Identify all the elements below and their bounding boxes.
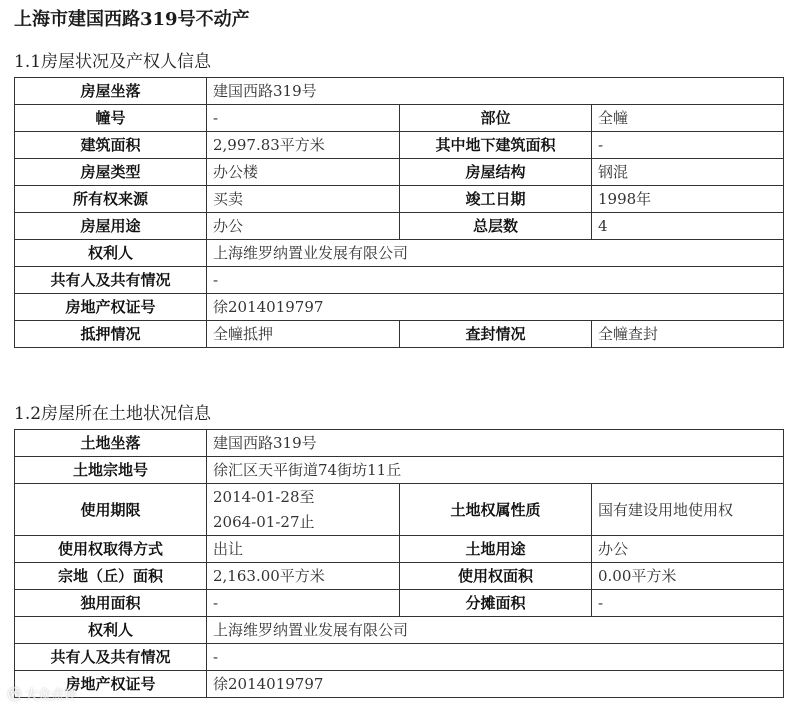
table-row bbox=[15, 213, 784, 240]
label-owner: 权利人 bbox=[15, 240, 207, 267]
value-land-cert-no: 徐2014019797 bbox=[207, 671, 784, 698]
value-building-no: - bbox=[207, 105, 400, 132]
table-row bbox=[15, 644, 784, 671]
label-cert-no: 房地产权证号 bbox=[15, 294, 207, 321]
value-use-right-area: 0.00平方米 bbox=[592, 563, 784, 590]
label-term: 使用期限 bbox=[15, 484, 207, 536]
label-land-co-owner: 共有人及共有情况 bbox=[15, 644, 207, 671]
section-title-house: 1.1房屋状况及产权人信息 bbox=[14, 52, 212, 72]
table-row bbox=[15, 457, 784, 484]
label-co-owner: 共有人及共有情况 bbox=[15, 267, 207, 294]
label-shared-area: 分摊面积 bbox=[400, 590, 592, 617]
value-part: 全幢 bbox=[592, 105, 784, 132]
land-info-table bbox=[14, 429, 784, 698]
value-seizure: 全幢查封 bbox=[592, 321, 784, 348]
value-parcel-area: 2,163.00平方米 bbox=[207, 563, 400, 590]
value-structure: 钢混 bbox=[592, 159, 784, 186]
label-parcel-no: 土地宗地号 bbox=[15, 457, 207, 484]
table-row bbox=[15, 484, 784, 536]
label-house-usage: 房屋用途 bbox=[15, 213, 207, 240]
label-exclusive-area: 独用面积 bbox=[15, 590, 207, 617]
label-underground-area: 其中地下建筑面积 bbox=[400, 132, 592, 159]
label-land-owner: 权利人 bbox=[15, 617, 207, 644]
watermark bbox=[8, 684, 77, 703]
table-row bbox=[15, 294, 784, 321]
label-right-nature: 土地权属性质 bbox=[400, 484, 592, 536]
value-land-use: 办公 bbox=[592, 536, 784, 563]
value-total-floors: 4 bbox=[592, 213, 784, 240]
label-house-type: 房屋类型 bbox=[15, 159, 207, 186]
table-row bbox=[15, 105, 784, 132]
value-land-co-owner: - bbox=[207, 644, 784, 671]
label-house-location: 房屋坐落 bbox=[15, 78, 207, 105]
value-land-owner: 上海维罗纳置业发展有限公司 bbox=[207, 617, 784, 644]
house-info-table bbox=[14, 77, 784, 348]
table-row bbox=[15, 536, 784, 563]
table-row bbox=[15, 159, 784, 186]
label-part: 部位 bbox=[400, 105, 592, 132]
value-underground-area: - bbox=[592, 132, 784, 159]
label-land-use: 土地用途 bbox=[400, 536, 592, 563]
value-house-usage: 办公 bbox=[207, 213, 400, 240]
page-title: 上海市建国西路319号不动产 bbox=[14, 9, 250, 30]
table-row bbox=[15, 186, 784, 213]
label-structure: 房屋结构 bbox=[400, 159, 592, 186]
value-term-end: 2064-01-27止 bbox=[213, 512, 315, 531]
value-term bbox=[207, 484, 400, 536]
value-owner: 上海维罗纳置业发展有限公司 bbox=[207, 240, 784, 267]
label-land-location: 土地坐落 bbox=[15, 430, 207, 457]
label-acquisition: 使用权取得方式 bbox=[15, 536, 207, 563]
table-row bbox=[15, 78, 784, 105]
table-row bbox=[15, 590, 784, 617]
label-mortgage: 抵押情况 bbox=[15, 321, 207, 348]
value-house-location: 建国西路319号 bbox=[207, 78, 784, 105]
label-seizure: 查封情况 bbox=[400, 321, 592, 348]
value-floor-area: 2,997.83平方米 bbox=[207, 132, 400, 159]
watermark-text: 大众点评 bbox=[25, 688, 78, 703]
weibo-icon: ⓦ bbox=[8, 688, 22, 703]
value-shared-area: - bbox=[592, 590, 784, 617]
value-parcel-no: 徐汇区天平街道74街坊11丘 bbox=[207, 457, 784, 484]
table-row bbox=[15, 617, 784, 644]
value-completion-date: 1998年 bbox=[592, 186, 784, 213]
value-ownership-source: 买卖 bbox=[207, 186, 400, 213]
value-exclusive-area: - bbox=[207, 590, 400, 617]
section-title-land: 1.2房屋所在土地状况信息 bbox=[14, 404, 212, 424]
table-row bbox=[15, 321, 784, 348]
label-ownership-source: 所有权来源 bbox=[15, 186, 207, 213]
table-row bbox=[15, 563, 784, 590]
label-total-floors: 总层数 bbox=[400, 213, 592, 240]
value-right-nature: 国有建设用地使用权 bbox=[592, 484, 784, 536]
value-acquisition: 出让 bbox=[207, 536, 400, 563]
label-floor-area: 建筑面积 bbox=[15, 132, 207, 159]
label-building-no: 幢号 bbox=[15, 105, 207, 132]
value-co-owner: - bbox=[207, 267, 784, 294]
value-mortgage: 全幢抵押 bbox=[207, 321, 400, 348]
value-cert-no: 徐2014019797 bbox=[207, 294, 784, 321]
table-row bbox=[15, 430, 784, 457]
value-term-start: 2014-01-28至 bbox=[213, 487, 315, 506]
table-row bbox=[15, 671, 784, 698]
label-land-cert-no: 房地产权证号 bbox=[15, 671, 207, 698]
table-row bbox=[15, 132, 784, 159]
label-completion-date: 竣工日期 bbox=[400, 186, 592, 213]
value-house-type: 办公楼 bbox=[207, 159, 400, 186]
table-row bbox=[15, 240, 784, 267]
value-land-location: 建国西路319号 bbox=[207, 430, 784, 457]
label-parcel-area: 宗地（丘）面积 bbox=[15, 563, 207, 590]
table-row bbox=[15, 267, 784, 294]
label-use-right-area: 使用权面积 bbox=[400, 563, 592, 590]
